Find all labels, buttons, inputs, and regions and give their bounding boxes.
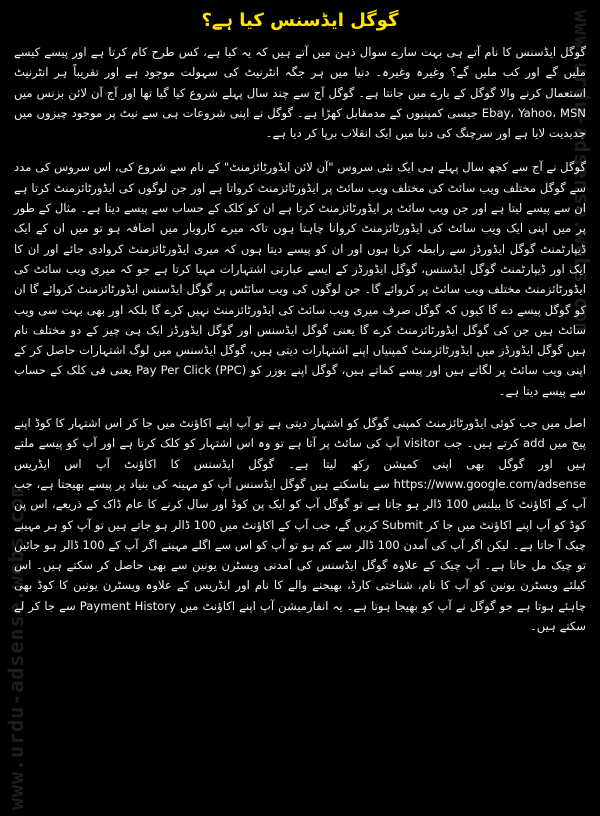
page-title: گوگل ایڈسنس کیا ہے؟ bbox=[201, 10, 399, 31]
paragraph-online-advertisement: گوگل نے آج سے کچھ سال پہلے ہی ایک نئی سروس "آن لائن ایڈورٹائزمنٹ" کے نام سے شروع کی، اس سروس کی مدد سے گوگل مختلف ویب سائٹ کی مختلف ویب سائٹ پر ایڈورٹائزمنٹ کرواتا ہے اور جن لوگوں کی ایڈورٹائزمنٹ کرتا ہے ان سے پیسے لیتا ہے اور جن ویب سائٹ پر ایڈورٹائزمنٹ کرتا ہے ان کو کلک کے حساب سے پیسے دیتا ہے۔ مثال کے طور پر میں اپنی ایک ویب سائٹ کی ایڈورٹائزمنٹ کروانا چاہتا ہوں تاکہ میرے کاروبار میں اضافہ ہو تو میں ان کے ایک ڈیپارٹمنٹ گوگل ایڈورڈز سے رابطہ کرتا ہوں اور ان کو پیسے دیتا ہوں کہ میری ایڈورٹائزمنٹ کروادی جائے اور ان کا ایک اور ڈیپارٹمنٹ گوگل ایڈسنس، گوگل ایڈورڈز کے ایسے عبارتی اشتہارات مہیا کرتا ہے جو کہ میری ویب سائٹ کی ایڈورٹائزمنٹ مختلف ویب سائٹ پر کروائے گا۔ جن لوگوں کی ویب سائٹس پر گوگل ایڈسنس ایڈورٹائزمنٹ کروائے گا ان کو گوگل پیسے دے گا کیوں کہ گوگل صرف میری ویب سائٹ کی ایڈورٹائزمنٹ نہیں کرے گا بلکہ اور بھی بہت سی ویب سائٹ ہیں جن کی گوگل ایڈورٹائزمنٹ کرے گا یعنی گوگل ایڈسنس اور گوگل ایڈورڈز ایک ہی چیز کے دو مختلف نام ہیں گوگل ایڈورڈز میں ایڈورٹائزمنٹ کمپنیاں اپنے اشتہارات دیتی ہیں، گوگل ایڈسنس میں لوگ اشتہارات حاصل کر کے اپنی ویب سائٹ پر لگاتے ہیں اور پیسے کماتے ہیں، گوگل اپنے یوزر کو (PPC) Pay Per Click یعنی فی کلک کے حساب سے پیسے دیتا ہے۔ bbox=[14, 160, 586, 398]
paragraph-intro: گوگل ایڈسنس کا نام آتے ہی بہت سارے سوال ذہن میں آتے ہیں کہ یہ کیا ہے، کس طرح کام کرتا ہے اور پیسے کیسے ملیں گے اور کب ملیں گے؟ وغیرہ وغیرہ۔ دنیا میں ہر جگہ انٹرنیٹ کی سہولت موجود ہے اور تقریباً ہر انٹرنیٹ استعمال کرنے والا گوگل کے بارے میں جانتا ہے۔ گوگل آج سے چند سال پہلے شروع کیا گیا تھا اور آج آن لائن بزنس میں Ebay، Yahoo، MSN جیسی کمپنیوں کے مدمقابل کھڑا ہے۔ گوگل نے اپنی شروعات ہی سے نیٹ پر موجود چیزوں میں جدیدیت لایا ہے اور سرچنگ کی دنیا میں ایک انقلاب برپا کر دیا ہے۔ bbox=[14, 45, 586, 141]
paragraph-payment: اصل میں جب کوئی ایڈورٹائزمنٹ کمپنی گوگل کو اشتہار دیتی ہے تو آپ اپنے اکاؤنٹ میں جا کر اس اشتہار کا کوڈ اپنے پیج میں add کرتے ہیں۔ جب visitor آپ کی سائٹ پر آتا ہے تو وہ اس اشتہار کو کلک کرتا ہے اور آپ کو پیسے ملتے ہیں اور گوگل بھی اپنی کمیشن رکھ لیتا ہے۔ گوگل ایڈسنس کا اکاؤنٹ آپ اس ایڈریس https://www.google.com/adsense سے بناسکتے ہیں گوگل ایڈسنس آپ کو مہینہ کی بنیاد پر پیسے بھیجتا ہے، جب آپ کے اکاؤنٹ کا بیلنس 100 ڈالر ہو جاتا ہے تو گوگل آپ کو ایک پن کوڈ اور سال کرنے کا عام ڈاک کے ذریعے، اس پن کوڈ کو آپ اپنے اکاؤنٹ میں جا کر Submit کریں گے، جب آپ کے اکاؤنٹ میں 100 ڈالر ہو جاتے ہیں تو آپ کو ہر مہینے چیک آ جاتا ہے۔ لیکن اگر آپ کی آمدن 100 ڈالر سے کم ہو تو آپ کو اس سے اگلے مہینے اگر آپ کے 100 ڈالر ہو جائیں تو چیک مل جاتا ہے۔ آپ چیک کے علاوہ گوگل ایڈسنس کی آمدنی ویسٹرن یونین سے بھی حاصل کر سکتے ہیں۔ اس کیلئے ویسٹرن یونین کو آپ کا نام، شناختی کارڈ، بھیجنے والے کا نام اور ایڈریس کے علاوہ ویسٹرن یونین کا کوڈ بھی چاہئے ہوتا ہے جو گوگل نے آپ کو بھیجا ہوتا ہے۔ یہ انفارمیشن آپ اپنے اکاؤنٹ میں Payment History سے جا کر لے سکتے ہیں۔ bbox=[14, 416, 587, 634]
article bbox=[14, 6, 586, 812]
vertical-watermark-left: www.urdu-adsense.webs.com bbox=[4, 483, 28, 810]
vertical-watermark-right: www.urdu-adsense.webs.com bbox=[570, 10, 594, 337]
